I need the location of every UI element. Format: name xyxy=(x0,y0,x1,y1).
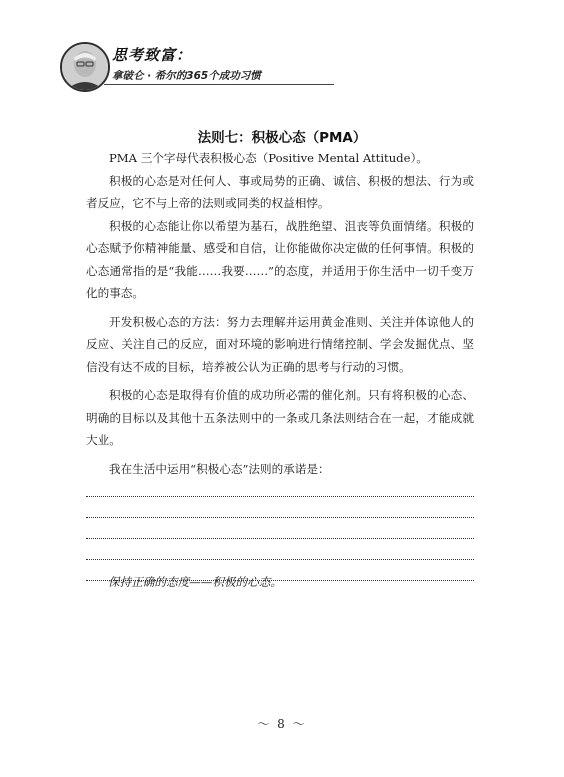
writing-line[interactable] xyxy=(86,497,474,518)
author-portrait-icon xyxy=(62,44,108,90)
header-divider xyxy=(104,84,334,85)
paragraph-catalyst: 积极的心态是取得有价值的成功所必需的催化剂。只有将积极的心态、明确的目标以及其他十五条法则中的一条或几条法则结合在一起，才能成就大业。 xyxy=(86,388,474,447)
body-text xyxy=(86,147,474,480)
section-title: 法则七：积极心态（PMA） xyxy=(197,130,367,146)
writing-line[interactable] xyxy=(86,476,474,497)
book-title: 思考致富： xyxy=(112,46,193,64)
motto: 保持正确的态度——积极的心态。 xyxy=(108,575,282,589)
writing-line[interactable] xyxy=(86,539,474,560)
paragraph-positive-attitude-meaning: 积极的心态是对任何人、事或局势的正确、诚信、积极的想法、行为或者反应，它不与上帝的法则或同类的权益相悖。 xyxy=(86,173,474,210)
paragraph-commitment-prompt: 我在生活中运用“积极心态”法则的承诺是： xyxy=(109,461,330,476)
paragraph-pma-definition: PMA 三个字母代表积极心态（Positive Mental Attitude）。 xyxy=(109,151,428,165)
writing-line[interactable] xyxy=(86,518,474,539)
page-header xyxy=(0,0,564,100)
author-portrait xyxy=(60,42,110,92)
book-subtitle: 拿破仑 · 希尔的365个成功习惯 xyxy=(112,70,261,82)
page-number: ～ 8 ～ xyxy=(257,717,307,731)
paragraph-development-methods: 开发积极心态的方法：努力去理解并运用黄金准则、关注并体谅他人的反应、关注自己的反应，面对环境的影响进行情绪控制、学会发掘优点、坚信没有达不成的目标，培养被公认为正确的思考与行动的习惯。 xyxy=(86,314,474,374)
commitment-writing-area[interactable] xyxy=(86,476,474,581)
paragraph-positive-attitude-benefits: 积极的心态能让你以希望为基石，战胜绝望、沮丧等负面情绪。积极的心态赋予你精神能量、感受和自信，让你能做你决定做的任何事情。积极的心态通常指的是“我能……我要……”的态度，并适用于你生活中一切千变万化的事态。 xyxy=(86,218,474,300)
